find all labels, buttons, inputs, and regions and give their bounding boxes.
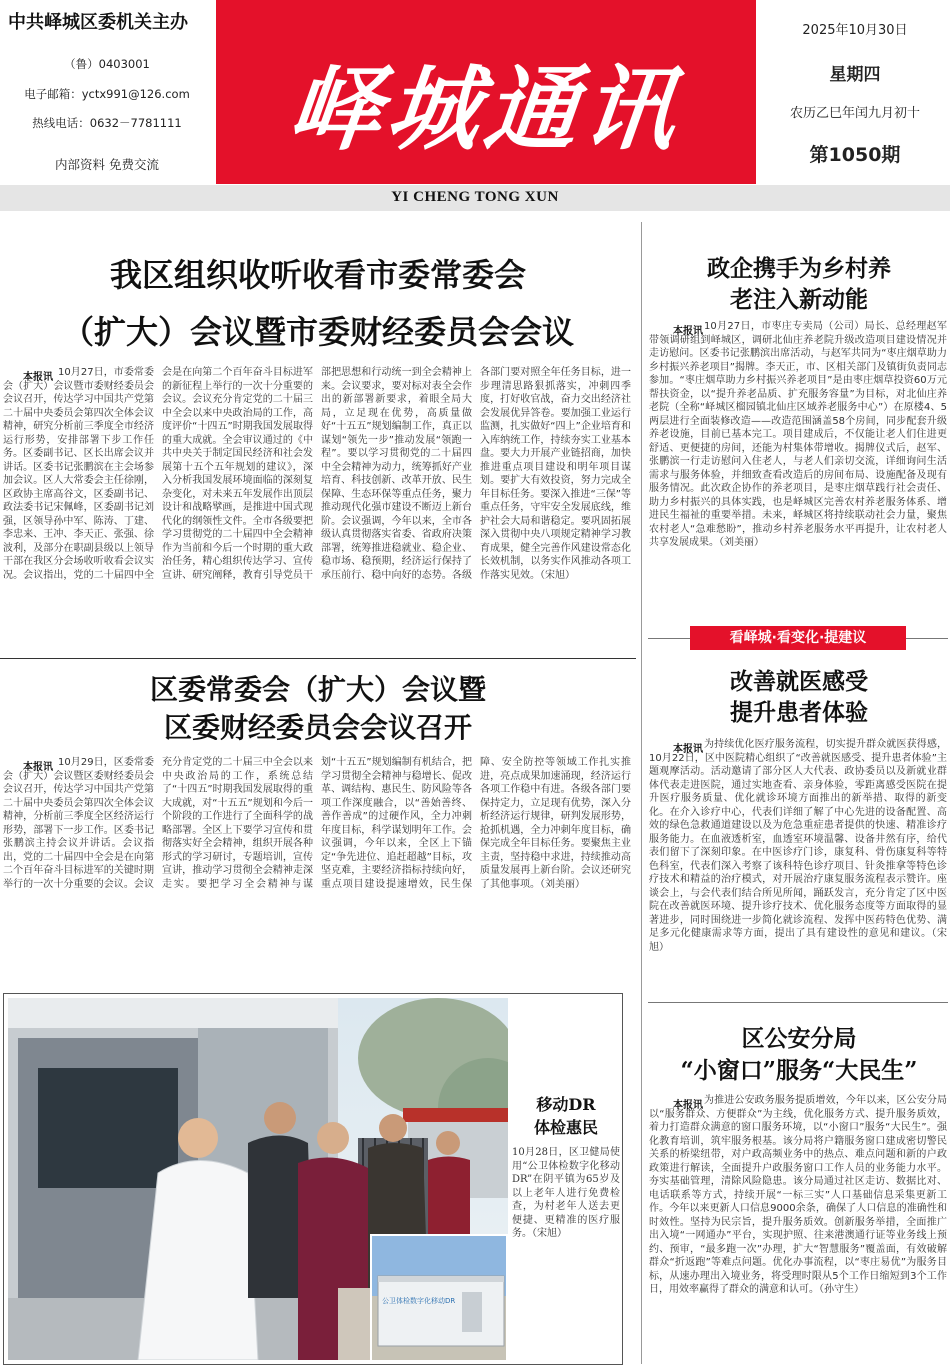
newspaper-title: 峄城通讯 [283, 55, 687, 163]
right-mid-article-body [649, 738, 947, 996]
second-byline: 本报讯 [23, 762, 53, 773]
right-bottom-headline-line2: “小窗口”服务“大民生” [680, 1057, 918, 1084]
weekday: 星期四 [829, 65, 881, 85]
registration-code: （鲁）0403001 [64, 57, 150, 71]
lunar-date: 农历乙巳年闰九月初十 [789, 106, 920, 121]
right-bottom-article-text: 为推进公安政务服务提质增效，今年以来，区公安分局以“服务群众、方便群众”为主线，优化服务方式、提升服务质效，着力打造群众满意的窗口服务环境，以“小窗口”服务“大民生”。强化教育培训，筑牢服务根基。该分局将户籍服务窗口建成密切警民关系的桥梁纽带，对户政高频业务中的热点、难点问题和新的户政政策进行解读，全面提升户政服务窗口工作人员的业务能力水平。夯实基础管理，清除风险隐患。该分局通过社区走访、数据比对、电话联系等方式，持续开展“一标三实”人口基础信息采集更新工作。今年以来更新人口信息9000余条，确保了人口信息的准确性和时效性。坚持为民宗旨，提升服务质效。创新服务举措，全面推广出入境“一网通办”平台，实现护照、往来港澳通行证等业务线上预约、预审，“最多跑一次”办理，扩大“智慧服务”覆盖面，有效破解群众“折返跑”等难点问题。优化办事流程，以“枣庄易优”为服务目标，从速办理出入境业务，将受理时限从5个工作日缩短到3个工作日，用效率赢得了群众的满意和认可。（孙守生） [649, 1095, 947, 1295]
lead-headline-line2: （扩大）会议暨市委财经委员会会议 [61, 313, 574, 351]
masthead-left-panel [0, 0, 214, 184]
right-top-article-text: 10月27日，市枣庄专卖局（公司）局长、总经理赵军带领调研组到峄城区，调研北仙庄养老院升级改造项目建设情况并走访慰问。区委书记张鹏滨出席活动，与赵军共同为“枣庄烟草助力乡村振兴养老项目”揭牌。李天正，市、区相关部门及镇街负责同志参加。“枣庄烟草助力乡村振兴养老项目”是由枣庄烟草投资60万元帮扶资金，以“提升养老品质、扩充服务容量”为目标，对北仙庄养老院（全称“峄城区榴园镇北仙庄区域养老服务中心”）在原楼4、5两层进行全面装修改造——改造范围涵盖58个房间，同步配套升级养老设施，目前已基本完工。项目建成后，不仅能让老人们住进更舒适、更便捷的房间，还能为村集体带增收。揭牌仪式后，赵军、张鹏滨一行走访慰问入住老人，与老人们亲切交流，详细询问生活需求与服务体验，并细致查看改造后的房间布局、设施配备及现有服务情况。此次政企协作的养老项目，是枣庄烟草践行社会责任、助力乡村振兴的具体实践，也是峄城区完善农村养老服务体系、增进民生福祉的重要举措。未来，峄城区将持续联动社会力量，聚焦农村老人“急难愁盼”，推动乡村养老服务水平再提升，让农村老人共享发展成果。（刘美丽） [649, 321, 947, 548]
section-divider [0, 658, 636, 659]
right-top-headline-line1: 政企携手为乡村养 [707, 255, 891, 282]
issue-date: 2025年10月30日 [802, 23, 908, 38]
second-article-body [3, 756, 631, 986]
right-top-headline-line2: 老注入新动能 [730, 286, 868, 313]
right-mid-headline-line2: 提升患者体验 [730, 699, 868, 726]
right-mid-byline: 本报讯 [673, 744, 703, 755]
phone-line: 热线电话：0632－7781111 [32, 116, 182, 130]
photo-caption-title-line1: 移动DR [536, 1095, 596, 1114]
right-top-article-body [649, 320, 947, 620]
right-top-byline: 本报讯 [673, 326, 703, 337]
vehicle-label: 公卫体检数字化移动DR [382, 1297, 456, 1305]
column-banner: 看峄城·看变化·提建议 [690, 626, 906, 650]
right-divider [648, 1002, 948, 1003]
lead-article-text: 10月27日，市委常委会（扩大）会议暨市委财经委员会会议召开，传达学习中国共产党第二十届中央委员会第四次全体会议精神，研究分析前三季度全市经济运行形势，安排部署下步工作任务。区委副书记、区长出席会议并讲话。区委书记张鹏滨在主会场参加会议。区人大常委会主任徐刚，区政协主席高谷文，区委副书记、政法委书记宋佩峰，区委副书记刘强，区领导孙中军、陈涛、丁建、李忠来、王冲、李天正、张强、徐波利，及部分在职副县级以上领导干部在我区分会场收听收看会议实况。会议指出，党的二十届四中全会是在向第二个百年奋斗目标进军的新征程上举行的一次十分重要的会议。会议充分肯定党的二十届三中全会以来中央政治局的工作，高度评价“十四五”时期我国发展取得的重大成就。全会审议通过的《中共中央关于制定国民经济和社会发展第十五个五年规划的建议》，深入分析我国发展环境面临的深刻复杂变化，对未来五年发展作出顶层设计和战略擘画，是推进中国式现代化的纲领性文件。全市各级要把学习贯彻党的二十届四中全会精神作为当前和今后一个时期的重大政治任务，精心组织传达学习、宣传宣讲、研究阐释，教育引导党员干部把思想和行动统一到全会精神上来。会议要求，要对标对表全会作出的新部署新要求，着眼全局大局，立足现在优势，高质量做好“十五五”规划编制工作，真正以谋划“领先一步”推动发展“领跑一程”。要以学习贯彻党的二十届四中全会精神为动力，统筹抓好产业培育、科技创新、改革开放、民生保障、生态环保等重点任务，聚力推动现代化强市建设不断迈上新台阶。会议强调，今年以来，全市各级认真贯彻落实省委、省政府决策部署，统筹推进稳就业、稳企业、稳市场、稳预期，经济运行保持了承压前行、稳中向好的态势。各级各部门要对照全年任务目标，进一步理清思路狠抓落实，冲刺四季度，打好收官战，奋力交出经济社会发展优异答卷。要加强工业运行监测，扎实做好“四上”企业培育和入库纳统工作，持续夯实工业基本盘。要大力开展产业链招商，加快推进重点项目建设和明年项目谋划。要扩大有效投资，努力完成全年目标任务。要深入推进“三保”等重点任务，守牢安全发展底线，维护社会大局和谐稳定。要巩固拓展深入贯彻中央八项规定精神学习教育成果，健全完善作风建设常态化长效机制，以务实作风推动各项工作落实见效。（宋旭） [3, 367, 631, 581]
vehicle-inset-photo [370, 1234, 508, 1362]
right-bottom-byline: 本报讯 [673, 1100, 703, 1111]
right-bottom-headline-line1: 区公安分局 [741, 1025, 857, 1052]
second-headline-line1: 区委常委会（扩大）会议暨 [149, 673, 486, 706]
second-article-text: 10月29日，区委常委会（扩大）会议暨区委财经委员会会议召开，传达学习中国共产党第二十届中央委员会第四次全体会议精神，分析前三季度全区经济运行形势，部署下一步工作。区委书记张鹏滨主持会议并讲话。会议指出，党的二十届四中全会是在向第二个百年奋斗目标进军的关键时期举行的一次十分重要的会议。会议充分肯定党的二十届三中全会以来中央政治局的工作，系统总结了“十四五”时期我国发展取得的重大成就，对“十五五”规划和今后一个阶段的工作进行了全面科学的战略部署。全区上下要学习宣传和贯彻落实好全会精神，组织开展各种形式的学习研讨，专题培训，宣传宣讲，推动学习贯彻全会精神走深走实。要把学习全会精神与谋划“十五五”规划编制有机结合，把学习贯彻全会精神与稳增长、促改革、调结构、惠民生、防风险等各项工作深度融合，以“善始善终、善作善成”的过硬作风，全力冲刺年度目标，科学谋划明年工作。会议强调，今年以来，全区上下锚定“争先进位、追赶超越”目标，攻坚克难，主要经济指标持续向好，重点项目建设提速增效，民生保障、安全防控等领域工作扎实推进，亮点成果加速涌现，经济运行各项工作稳中有进。各级各部门要保持定力，立足现有优势，深入分析经济运行规律，研判发展形势，抢抓机遇，全力冲刺年度目标，确保完成全年目标任务。要聚焦主业主责，坚持稳中求进，持续推动高质量发展再上新台阶。会议还研究了其他事项。（刘美丽） [3, 757, 631, 890]
issue-number: 第1050期 [809, 144, 901, 166]
column-rule [641, 222, 642, 1364]
right-mid-headline-line1: 改善就医感受 [730, 668, 868, 695]
right-mid-article-text: 为持续优化医疗服务流程，切实提升群众就医获得感，10月22日，区中医院精心组织了“改善就医感受、提升患者体验”主题观摩活动。活动邀请了部分区人大代表、政协委员以及新就业群体代表走进医院，通过实地查看、亲身体验，零距离感受医院在提升医疗服务质量、优化就诊环境方面推出的新举措、取得的新变化。在介入诊疗中心，代表们详细了解了中心先进的设备配置、高效的绿色急救通道建设以及为危急重症患者提供的快速、精准诊疗服务能力。在血液透析室，血透室环境温馨、设备井然有序，给代表们留下了深刻印象。在中医诊疗门诊，康复科、骨伤康复科等特色科室，代表们深入考察了该科特色诊疗项目、针灸推拿等特色诊疗技术和精益的治疗模式，对开展治疗康复服务流程表示赞许。座谈会上，与会代表们结合所见所闻，踊跃发言，充分肯定了区中医院在改善就医环境、提升诊疗技术、优化服务态度等方面取得的显著进步，同时围绕进一步简化就诊流程、发挥中医药特色优势、满足多元化健康需求等方面，提出了具有建设性的意见和建议。（宋旭） [649, 739, 947, 953]
photo-caption-text: 10月28日，区卫健局使用“公卫体检数字化移动DR”在阴平镇为65岁及以上老年人进行免费检查，为村老年人送去更便捷、更精准的医疗服务。（宋旭） [512, 1147, 620, 1239]
lead-headline-line1: 我区组织收听收看市委常委会 [109, 256, 526, 294]
email-line: 电子邮箱：yctx991@126.com [24, 87, 190, 101]
photo-caption-title-line2: 体检惠民 [533, 1118, 598, 1137]
lead-article-body [3, 366, 631, 648]
newspaper-nameplate [216, 0, 756, 184]
photo-feature [3, 993, 623, 1365]
right-bottom-article-body [649, 1094, 947, 1366]
organizer-label: 中共峄城区委机关主办 [8, 12, 188, 33]
distribution-note: 内部资料 免费交流 [55, 157, 159, 172]
newspaper-pinyin: YI CHENG TONG XUN [391, 189, 559, 205]
second-headline-line2: 区委财经委员会会议召开 [163, 711, 472, 744]
lead-byline: 本报讯 [23, 372, 53, 383]
